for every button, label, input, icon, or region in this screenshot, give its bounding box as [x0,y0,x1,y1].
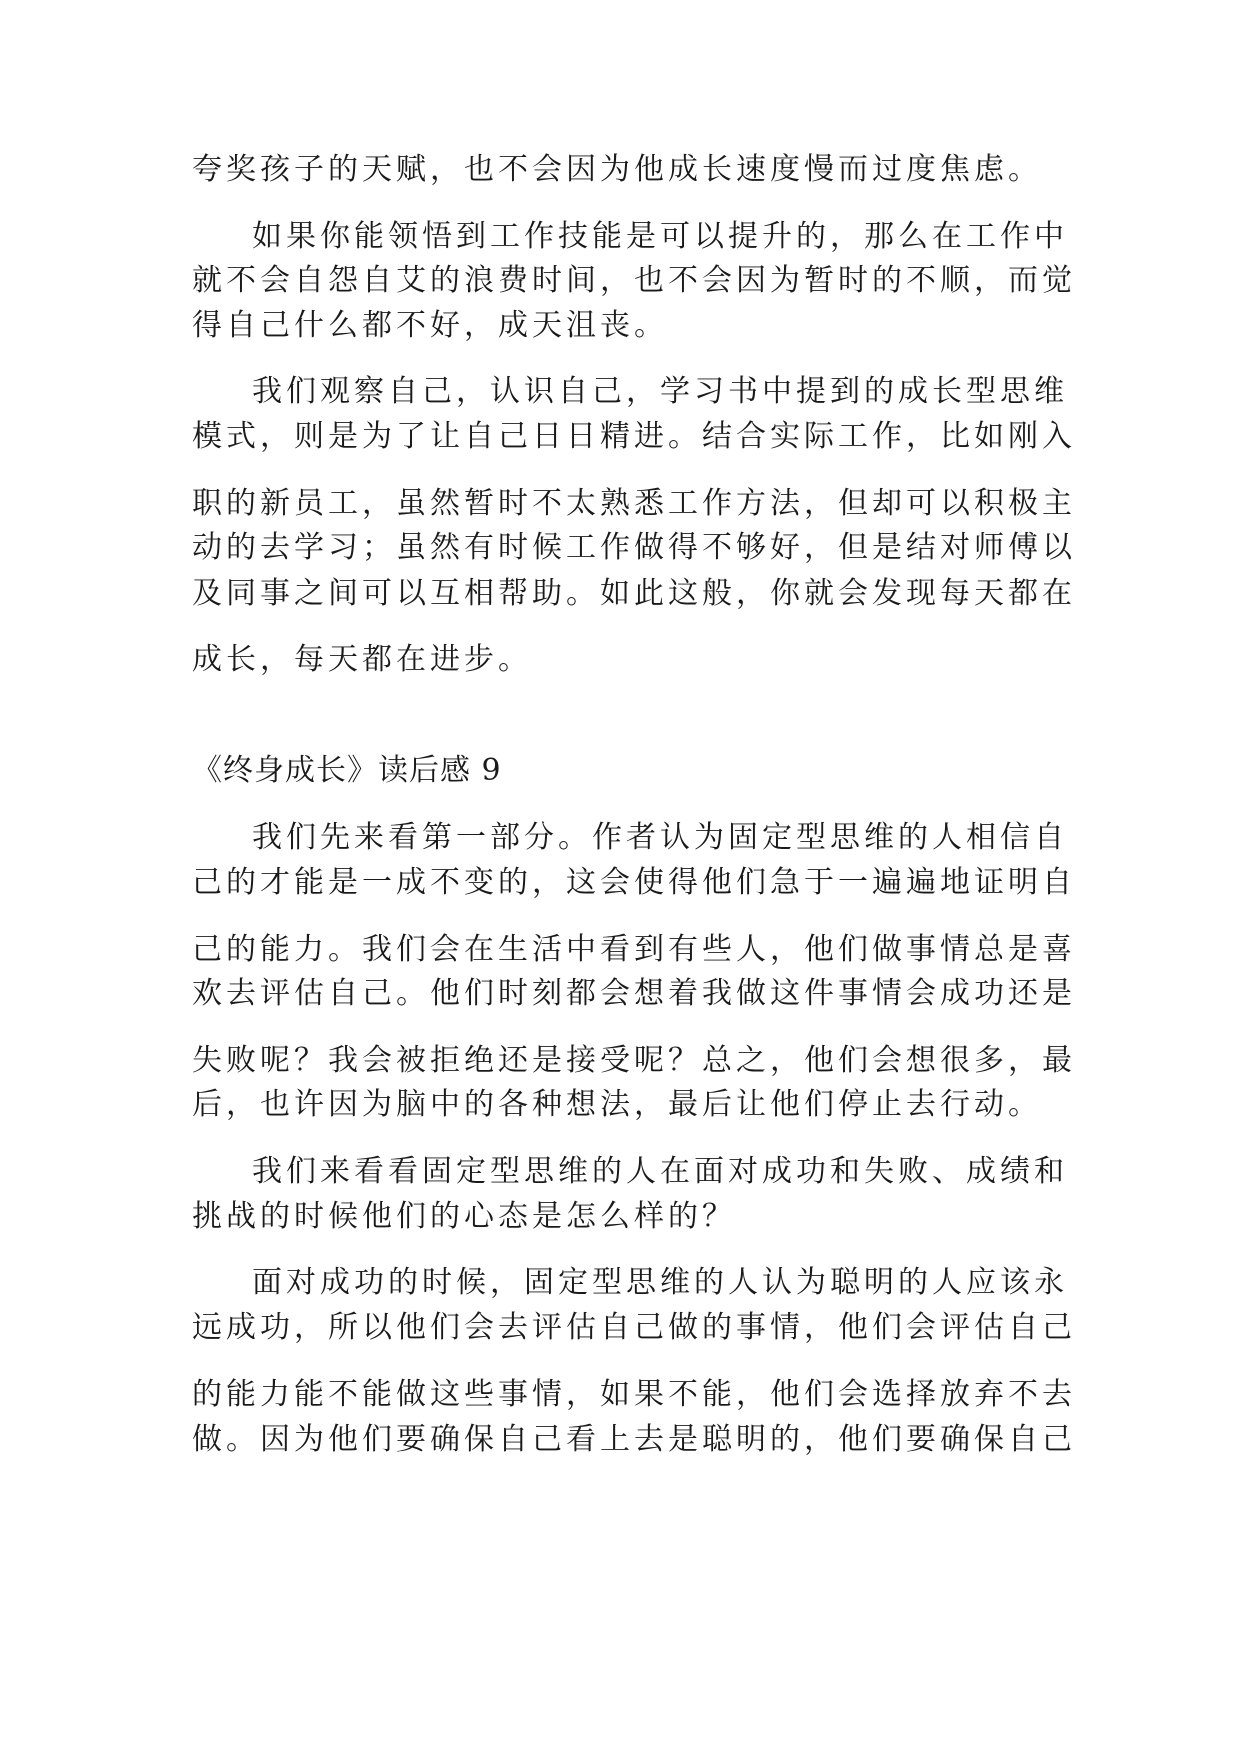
text-line: 失败呢？我会被拒绝还是接受呢？总之，他们会想很多，最 [192,1043,1076,1078]
text-line: 得自己什么都不好，成天沮丧。 [192,308,668,343]
text-line: 的能力能不能做这些事情，如果不能，他们会选择放弃不去 [192,1377,1076,1412]
text-line: 欢去评估自己。他们时刻都会想着我做这件事情会成功还是 [192,976,1076,1011]
section-heading: 《终身成长》读后感 9 [192,753,502,788]
paragraph-first-line: 我们观察自己，认识自己，学习书中提到的成长型思维 [252,374,1068,409]
text-line: 动的去学习；虽然有时候工作做得不够好，但是结对师傅以 [192,530,1076,565]
text-line: 己的能力。我们会在生活中看到有些人，他们做事情总是喜 [192,932,1076,967]
text-line: 做。因为他们要确保自己看上去是聪明的，他们要确保自己 [192,1422,1076,1457]
text-line: 夸奖孩子的天赋，也不会因为他成长速度慢而过度焦虑。 [192,152,1042,187]
text-line: 远成功，所以他们会去评估自己做的事情，他们会评估自己 [192,1310,1076,1345]
text-line: 就不会自怨自艾的浪费时间，也不会因为暂时的不顺，而觉 [192,263,1076,298]
text-line: 及同事之间可以互相帮助。如此这般，你就会发现每天都在 [192,576,1076,611]
paragraph-first-line: 如果你能领悟到工作技能是可以提升的，那么在工作中 [252,219,1068,254]
paragraph-first-line: 面对成功的时候，固定型思维的人认为聪明的人应该永 [252,1265,1068,1300]
text-line: 挑战的时候他们的心态是怎么样的？ [192,1199,736,1234]
text-line: 己的才能是一成不变的，这会使得他们急于一遍遍地证明自 [192,865,1076,900]
text-line: 职的新员工，虽然暂时不太熟悉工作方法，但却可以积极主 [192,486,1076,521]
text-line: 成长，每天都在进步。 [192,642,532,677]
text-line: 模式，则是为了让自己日日精进。结合实际工作，比如刚入 [192,419,1076,454]
text-line: 后，也许因为脑中的各种想法，最后让他们停止去行动。 [192,1087,1042,1122]
paragraph-first-line: 我们先来看第一部分。作者认为固定型思维的人相信自 [252,820,1068,855]
paragraph-first-line: 我们来看看固定型思维的人在面对成功和失败、成绩和 [252,1154,1068,1189]
